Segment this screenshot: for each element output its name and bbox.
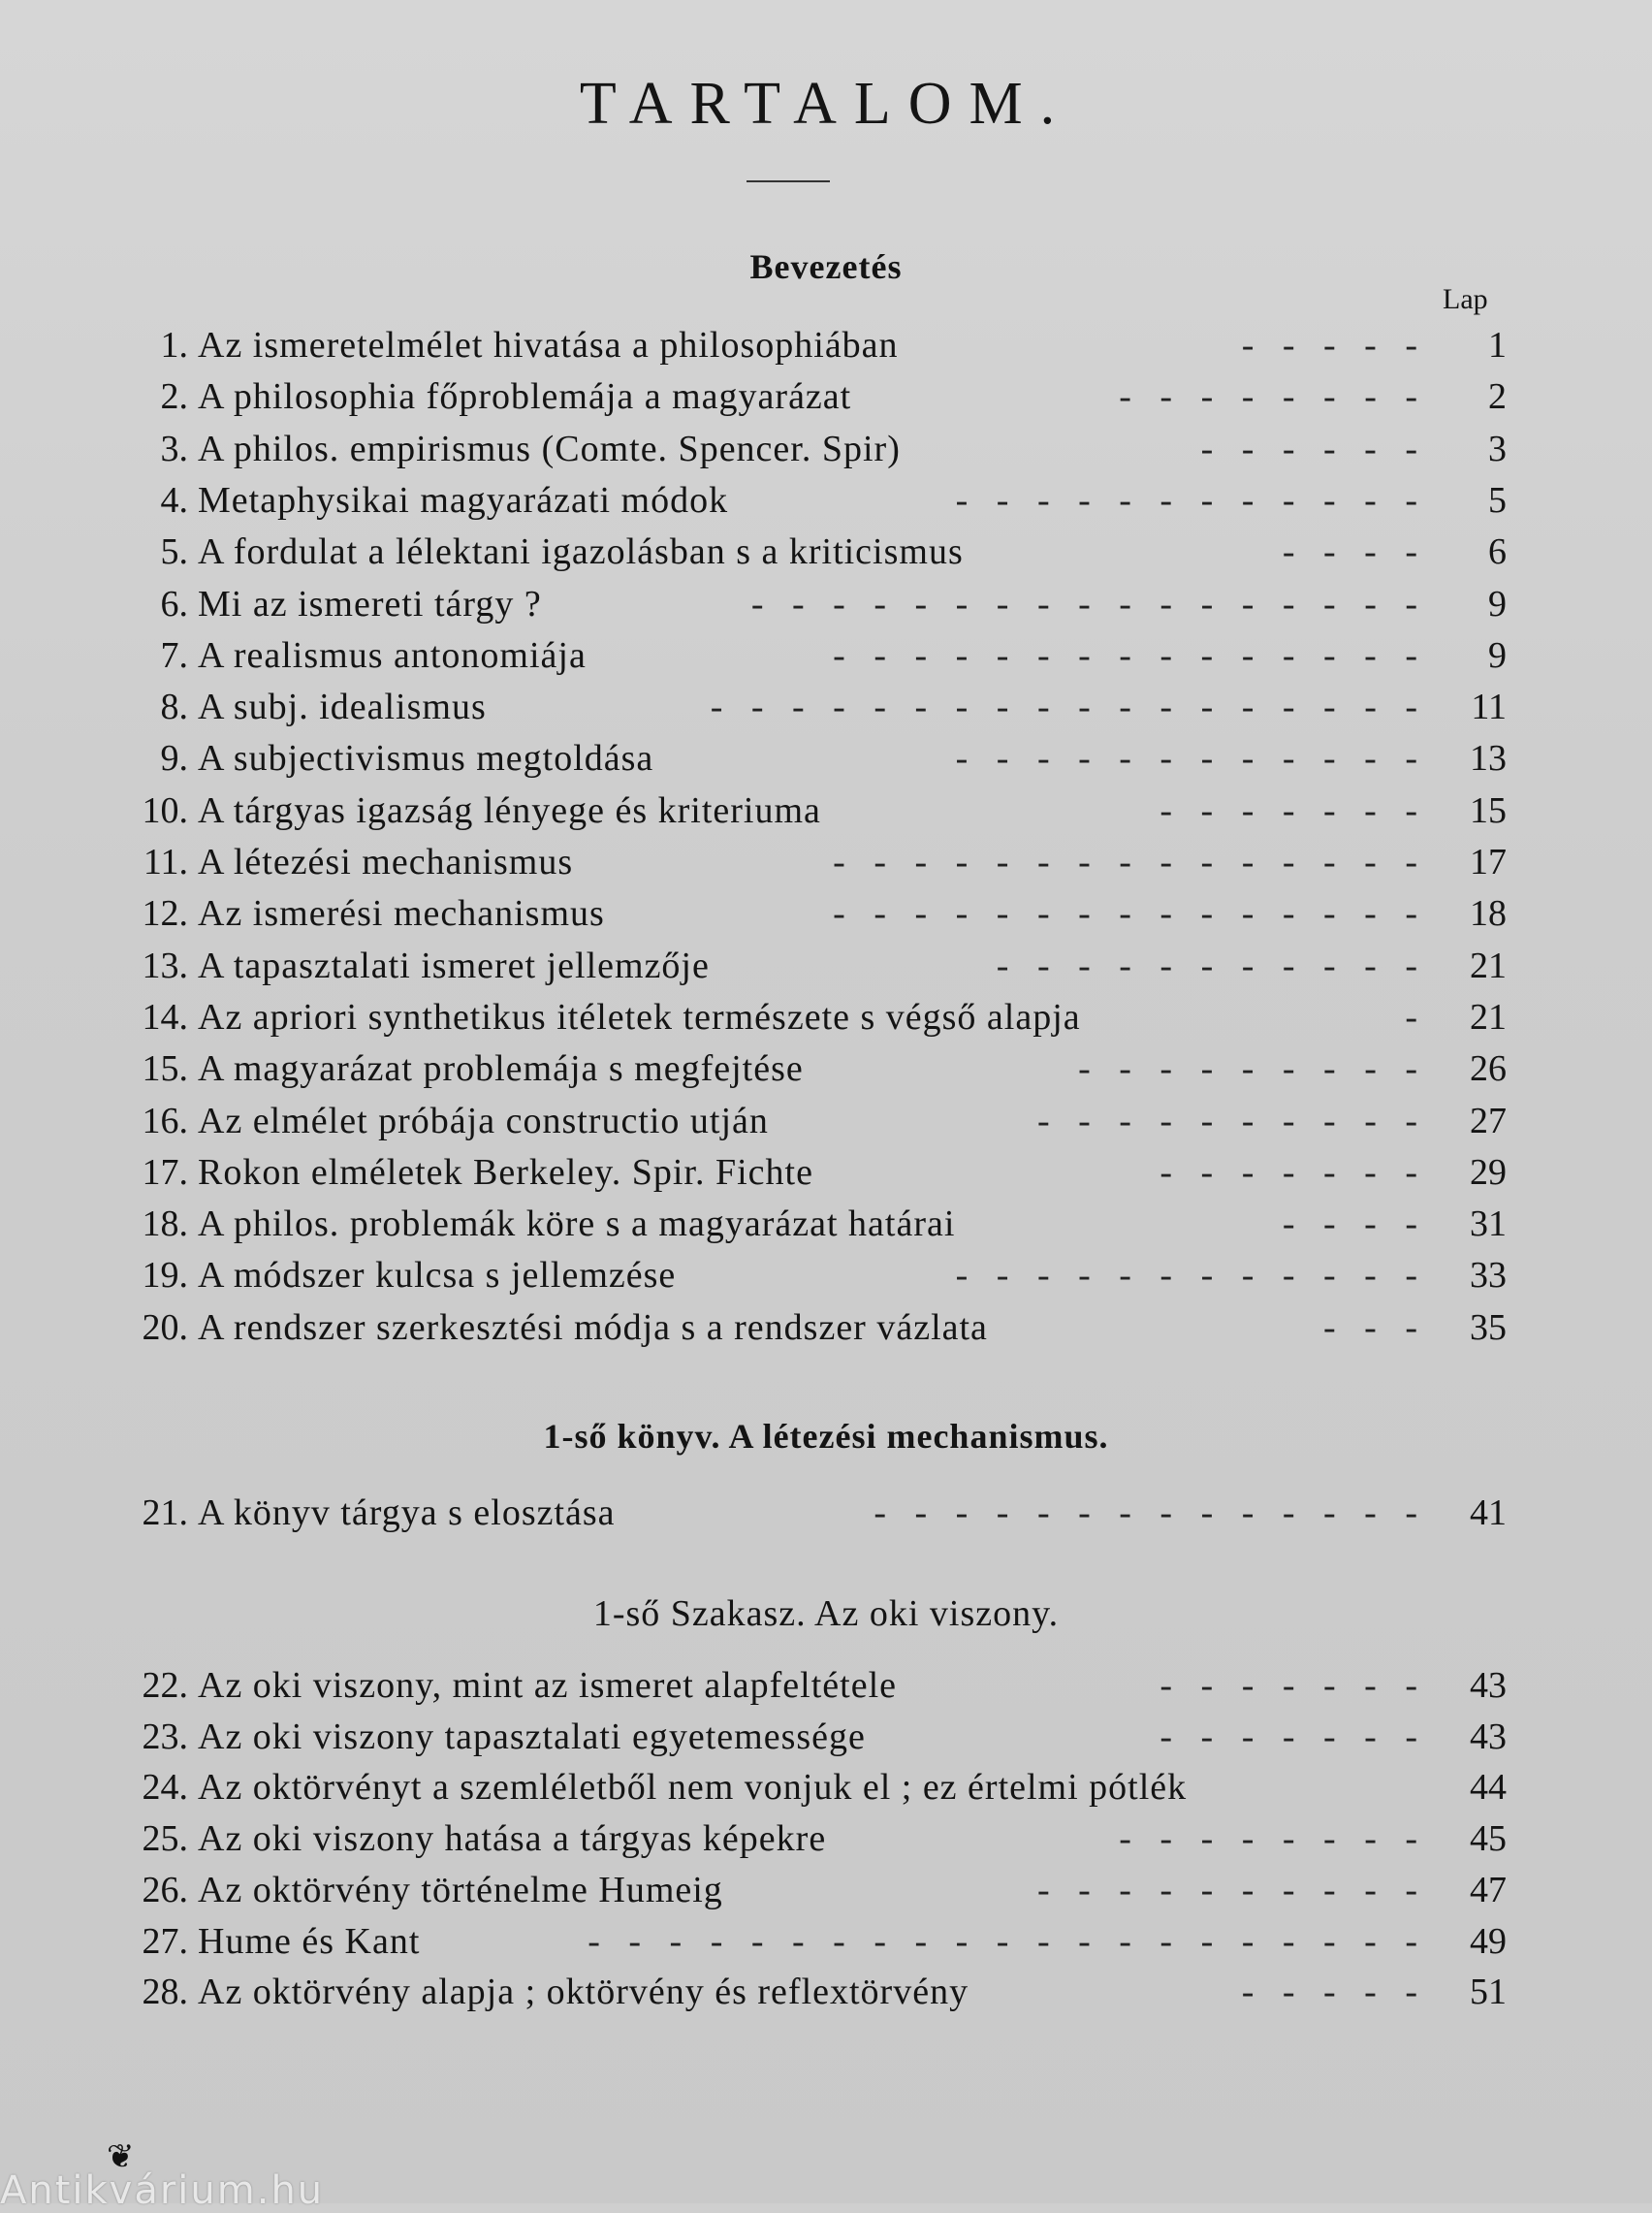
toc-entry-number: 25. [142,1818,188,1860]
toc-entry-page: 33 [1470,1255,1507,1297]
toc-entry-page: 44 [1470,1767,1507,1809]
toc-entry-page: 1 [1488,325,1507,366]
toc-entry-leader: - [1405,996,1427,1038]
toc-entry-number: 17. [142,1151,188,1193]
page-column-label: Lap [1443,283,1488,315]
toc-entry-title: A fordulat a lélektani igazolásban s a kriticismus [198,531,964,573]
toc-entry-leader: - - - - - - - - [1119,1818,1427,1860]
toc-entry [109,1047,1543,1098]
toc-entry-number: 19. [142,1255,188,1297]
toc-entry-leader: - - - - - - - - - - [1036,1100,1427,1141]
toc-entry-title: A tapasztalati ismeret jellemzője [198,945,710,986]
toc-entry-number: 4. [160,479,188,521]
toc-entry-title: Az oki viszony hatása a tárgyas képekre [198,1818,827,1860]
section-heading-szakasz-1: 1-ső Szakasz. Az oki viszony. [592,1593,1060,1634]
toc-entry-leader: - - - - - - - [1160,1151,1427,1193]
toc-entry [109,789,1543,840]
toc-entry-leader: - - - - [1282,1203,1427,1245]
toc-entry-leader: - - - - - - - - - - - - - - - [833,842,1427,882]
toc-entry [109,686,1543,736]
toc-entry [109,1716,1543,1766]
toc-entry-title: Hume és Kant [198,1920,421,1962]
toc-entry-number: 3. [160,428,188,469]
toc-entry-title: A philos. empirismus (Comte. Spencer. Spir) [198,428,901,469]
toc-entry-title: A létezési mechanismus [198,842,574,882]
toc-entry-number: 9. [160,738,188,780]
toc-entry-number: 27. [142,1920,188,1962]
toc-entry-leader: - - - - - - - - - - - - - - [874,1492,1427,1533]
toc-entry [109,1971,1543,2021]
toc-entry-number: 21. [142,1492,188,1533]
toc-entry [109,1664,1543,1715]
toc-entry-title: Az elmélet próbája constructio utján [198,1100,769,1141]
toc-entry-leader: - - - - - - - - - - - - [955,1255,1427,1297]
toc-entry-page: 9 [1488,634,1507,676]
toc-entry-page: 13 [1470,738,1507,780]
toc-entry-number: 5. [160,531,188,573]
toc-entry-page: 51 [1470,1972,1507,2013]
toc-entry-title: A rendszer szerkesztési módja s a rendszer vázlata [198,1306,988,1348]
toc-entry-number: 11. [143,842,188,882]
toc-entry-page: 49 [1470,1920,1507,1962]
toc-entry-number: 20. [142,1306,188,1348]
toc-entry [109,583,1543,633]
toc-entry-title: A philosophia főproblemája a magyarázat [198,376,852,418]
toc-entry-leader: - - - - - - - - - - - - - - - [833,634,1427,676]
toc-entry [109,428,1543,478]
toc-entry [109,479,1543,529]
toc-entry-number: 28. [142,1972,188,2013]
toc-entry-title: A könyv tárgya s elosztása [198,1492,616,1533]
toc-entry-leader: - - - [1323,1306,1427,1348]
toc-entry-page: 47 [1470,1869,1507,1910]
toc-entry-page: 21 [1470,945,1507,986]
toc-entry-number: 14. [142,996,188,1038]
toc-entry [109,530,1543,581]
toc-entry-leader: - - - - [1282,531,1427,573]
toc-entry-page: 43 [1470,1665,1507,1706]
toc-entry [109,892,1543,943]
toc-entry-number: 26. [142,1869,188,1910]
toc-entry-title: A tárgyas igazság lényege és kriteriuma [198,789,821,831]
toc-entry-number: 7. [160,634,188,676]
toc-entry-title: A subjectivismus megtoldása [198,738,654,780]
toc-entry-title: Metaphysikai magyarázati módok [198,479,729,521]
toc-entry [109,634,1543,685]
toc-entry [109,324,1543,374]
toc-entry [109,1766,1543,1816]
toc-entry-leader: - - - - - - - [1160,789,1427,831]
title-rule [747,180,830,182]
toc-entry-leader: - - - - - - - - [1119,376,1427,418]
toc-entry-leader: - - - - - - - - - - [1036,1869,1427,1910]
toc-entry [109,737,1543,787]
toc-entry-title: Rokon elméletek Berkeley. Spir. Fichte [198,1151,813,1193]
toc-entry-page: 15 [1470,789,1507,831]
toc-entry-page: 35 [1470,1306,1507,1348]
toc-entry [109,996,1543,1046]
toc-entry-page: 31 [1470,1203,1507,1245]
toc-entry-page: 11 [1471,687,1507,728]
toc-entry-title: Az oktörvényt a szemléletből nem vonjuk el ; ez értelmi pótlék [198,1767,1188,1809]
toc-entry-leader: - - - - - - - [1160,1716,1427,1757]
toc-entry-page: 29 [1470,1151,1507,1193]
toc-entry-title: A realismus antonomiája [198,634,587,676]
toc-entry-number: 15. [142,1048,188,1090]
toc-entry [109,1203,1543,1253]
toc-entry-leader: - - - - - - - - - - - - [955,738,1427,780]
toc-entry-page: 9 [1488,583,1507,625]
toc-entry-title: A magyarázat problemája s megfejtése [198,1048,804,1090]
toc-entry-page: 6 [1488,531,1507,573]
toc-entry-page: 17 [1470,842,1507,882]
toc-entry-title: A subj. idealismus [198,687,487,728]
toc-entry-number: 6. [160,583,188,625]
toc-entry [109,945,1543,995]
toc-entry [109,1817,1543,1868]
toc-entry-page: 3 [1488,428,1507,469]
toc-entry-page: 43 [1470,1716,1507,1757]
toc-entry-title: Az oktörvény alapja ; oktörvény és reflextörvény [198,1972,969,2013]
toc-entry-title: Az ismeretelmélet hivatása a philosophiában [198,325,899,366]
toc-entry [109,1491,1543,1542]
toc-entry-leader: - - - - - - - - - - - - [955,479,1427,521]
toc-entry [109,1151,1543,1202]
toc-entry-title: Az oki viszony, mint az ismeret alapfeltétele [198,1665,898,1706]
toc-entry-leader: - - - - - - [1200,428,1427,469]
toc-entry-page: 27 [1470,1100,1507,1141]
toc-entry-leader: - - - - - - - - - - - - - - - - - - - - - [588,1920,1427,1962]
toc-entry-number: 1. [160,325,188,366]
toc-entry-leader: - - - - - - - [1160,1665,1427,1706]
toc-entry-number: 22. [142,1665,188,1706]
toc-entry-number: 8. [160,687,188,728]
toc-entry-number: 12. [142,893,188,935]
toc-entry-page: 26 [1470,1048,1507,1090]
toc-entry-leader: - - - - - - - - - [1078,1048,1427,1090]
ink-mark-icon: ❦ [107,2137,135,2176]
toc-entry-number: 23. [142,1716,188,1757]
toc-entry-leader: - - - - - [1241,1972,1427,2013]
toc-entry-number: 2. [160,376,188,418]
watermark: Antikvárium.hu [0,2168,325,2213]
toc-entry-leader: - - - - - - - - - - - - - - - [833,893,1427,935]
toc-entry-number: 16. [142,1100,188,1141]
toc-entry-number: 18. [142,1203,188,1245]
toc-entry [109,1100,1543,1150]
toc-entry-title: Az oktörvény történelme Humeig [198,1869,723,1910]
toc-entry [109,1306,1543,1357]
toc-entry-page: 5 [1488,479,1507,521]
toc-entry-title: Az oki viszony tapasztalati egyetemessége [198,1716,866,1757]
toc-entry-page: 45 [1470,1818,1507,1860]
toc-entry-number: 10. [142,789,188,831]
page-title: TARTALOM. [579,71,1073,137]
section-heading-book-1: 1-ső könyv. A létezési mechanismus. [543,1417,1109,1456]
toc-entry-page: 2 [1488,376,1507,418]
toc-entry [109,375,1543,426]
toc-entry-leader: - - - - - [1241,325,1427,366]
toc-entry-leader: - - - - - - - - - - - - - - - - - [750,583,1427,625]
toc-entry-page: 41 [1470,1492,1507,1533]
toc-entry-number: 24. [142,1767,188,1809]
toc-entry-title: Az ismerési mechanismus [198,893,605,935]
toc-entry [109,1869,1543,1919]
toc-entry-title: A philos. problemák köre s a magyarázat határai [198,1203,956,1245]
toc-entry-title: Az apriori synthetikus itéletek természete s végső alapja [198,996,1081,1038]
toc-entry-page: 21 [1470,996,1507,1038]
toc-entry-title: A módszer kulcsa s jellemzése [198,1255,677,1297]
toc-entry [109,1920,1543,1971]
toc-entry-number: 13. [142,945,188,986]
toc-entry [109,841,1543,891]
toc-entry-leader: - - - - - - - - - - - - - - - - - - [710,687,1427,728]
toc-entry-leader: - - - - - - - - - - - [996,945,1427,986]
toc-entry [109,1254,1543,1304]
toc-entry-title: Mi az ismereti tárgy ? [198,583,542,625]
toc-entry-page: 18 [1470,893,1507,935]
section-heading-bevezetes: Bevezetés [749,247,903,286]
